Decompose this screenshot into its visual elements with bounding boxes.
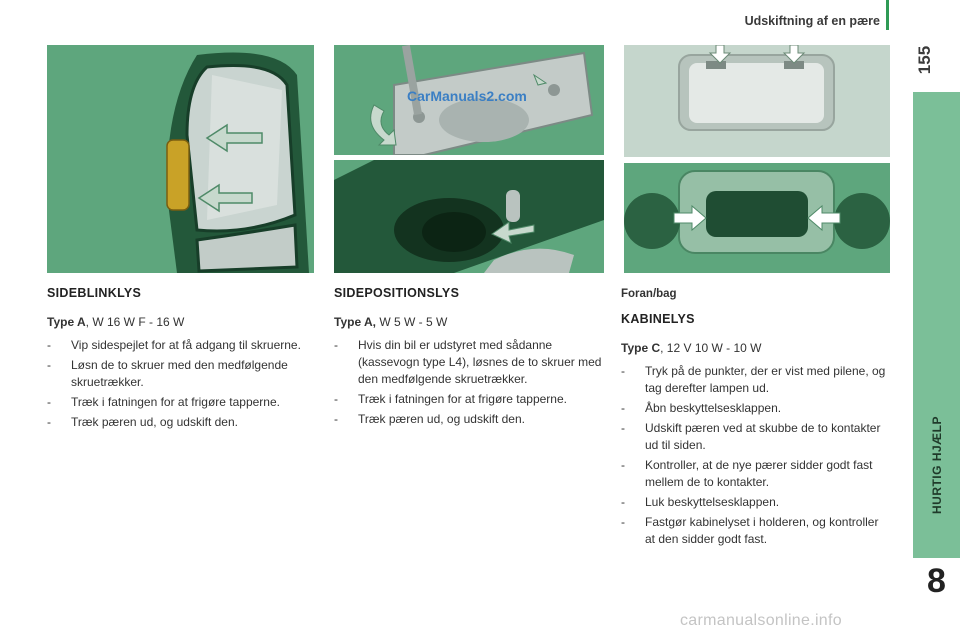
type-spec: [334, 314, 606, 331]
type-value: , W 16 W F - 16 W: [85, 315, 185, 329]
footer-watermark: carmanualsonline.info: [680, 612, 842, 629]
type-spec: [621, 340, 886, 357]
section-heading: KABINELYS: [621, 312, 695, 326]
cabin-lamp-top-illustration: [624, 45, 890, 157]
type-label: Type C: [621, 341, 661, 355]
type-label: Type A: [47, 315, 86, 329]
col-sidepositionslys: [334, 285, 606, 431]
chapter-tab-label: HURTIG HJÆLP: [930, 416, 944, 515]
list-item: - Træk pæren ud, og udskift den.: [47, 414, 322, 431]
col-kabinelys: [621, 286, 886, 551]
section-heading: SIDEPOSITIONSLYS: [334, 286, 460, 300]
list-item: - Hvis din bil er udstyret med sådanne (kassevogn type L4), løsnes de to skruer med den medfølgende skruetrækker.: [334, 337, 606, 388]
list-item: - Løsn de to skruer med den medfølgende skruetrækker.: [47, 357, 322, 391]
list-item: - Vip sidespejlet for at få adgang til skruerne.: [47, 337, 322, 354]
list-item: - Træk pæren ud, og udskift den.: [334, 411, 606, 428]
instruction-list: [334, 337, 606, 428]
page-number: 155: [915, 45, 934, 75]
subheading: Foran/bag: [621, 288, 677, 300]
side-mirror-illustration: [47, 45, 314, 273]
header-rule: [886, 0, 889, 30]
chapter-number: 8: [927, 562, 946, 600]
lamp-socket-illustration: [334, 160, 604, 273]
list-item: - Åbn beskyttelsesklappen.: [621, 400, 886, 417]
cabin-lamp-bulb-illustration: [624, 163, 890, 273]
list-item: - Udskift pæren ved at skubbe de to kontakter ud til siden.: [621, 420, 886, 454]
list-item: - Træk i fatningen for at frigøre tapperne.: [334, 391, 606, 408]
col-sideblinklys: [47, 285, 322, 434]
section-title: Udskiftning af en pære: [744, 14, 880, 28]
section-heading: SIDEBLINKLYS: [47, 286, 142, 300]
list-item: - Kontroller, at de nye pærer sidder godt fast mellem de to kontakter.: [621, 457, 886, 491]
type-label: Type A,: [334, 315, 377, 329]
type-value: , 12 V 10 W - 10 W: [660, 341, 762, 355]
instruction-list: [621, 363, 886, 548]
type-spec: [47, 314, 322, 331]
list-item: - Træk i fatningen for at frigøre tapperne.: [47, 394, 322, 411]
list-item: - Fastgør kabinelyset i holderen, og kontroller at den sidder godt fast.: [621, 514, 886, 548]
list-item: - Tryk på de punkter, der er vist med pilene, og tag derefter lampen ud.: [621, 363, 886, 397]
list-item: - Luk beskyttelsesklappen.: [621, 494, 886, 511]
type-value: W 5 W - 5 W: [376, 315, 448, 329]
instruction-list: [47, 337, 322, 431]
image-watermark: CarManuals2.com: [407, 88, 527, 104]
